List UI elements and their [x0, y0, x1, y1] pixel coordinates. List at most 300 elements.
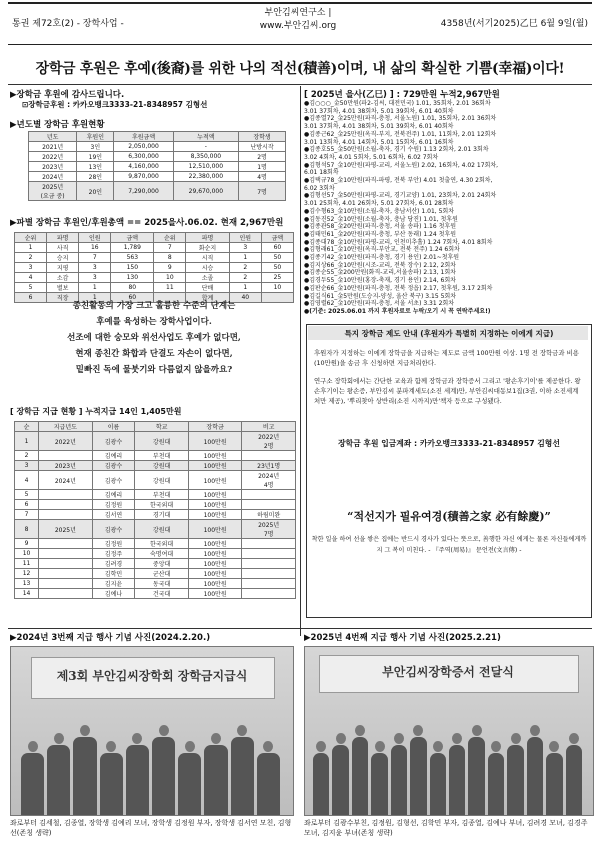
scholarship-cell: 하림미완 — [242, 510, 296, 520]
scholarship-cell: 김지윤 — [92, 579, 135, 589]
scholarship-cell: 100만원 — [188, 559, 241, 569]
scholarship-cell: 김려경 — [92, 559, 135, 569]
photo-figure — [546, 753, 562, 815]
branch-row — [15, 263, 294, 273]
photo-figure-head — [336, 733, 346, 744]
org-website[interactable]: www.부안김씨.org — [259, 21, 337, 31]
branch-title: ▶파별 장학금 후원인/후원총액 == 2025을사.06.02. 현재 2,967만원 — [10, 218, 284, 228]
photo-figure-head — [375, 741, 385, 752]
thanks-account: ⊡장학금후원 : 카카오뱅크3333-21-8348957 김형선 — [22, 100, 208, 109]
scholarship-cell — [39, 500, 93, 510]
scholarship-row — [15, 500, 296, 510]
scholarship-cell: 100만원 — [188, 500, 241, 510]
scholarship-row — [15, 490, 296, 500]
scholarship-header-row — [15, 422, 296, 432]
donor-entry: ●(기준: 2025.06.01 까지 후원자료로 누락/오기 시 꼭 연락주세요!) — [304, 307, 491, 315]
scholarship-cell: 4 — [15, 471, 39, 490]
issue-date: 4358년(서기2025)乙巳 6월 9일(월) — [440, 19, 588, 29]
photo-figure — [126, 745, 149, 815]
donor-entry: 3.02 4회차, 4.01 5회차, 5.01 6회차, 6.02 7회차 — [304, 153, 439, 161]
branch-cell: 563 — [111, 253, 154, 263]
photo-figure — [47, 745, 70, 815]
scholarship-row — [15, 539, 296, 549]
yearly-cell: 9,870,000 — [114, 172, 173, 182]
scholarship-row — [15, 589, 296, 599]
scholarship-cell: 10 — [15, 549, 39, 559]
photo-figure — [178, 753, 201, 815]
donors-title: [ 2025년 을사(乙巳) ] : 729만원 누적2,967만원 — [304, 90, 500, 100]
branch-cell: 2 — [15, 253, 47, 263]
branch-cell: 소졸 — [186, 273, 229, 283]
donor-entry: ●김수형63_金10만원(소월-축자, 충남서산) 1.01, 5회차 — [304, 207, 455, 215]
branch-cell: 승지 — [47, 253, 79, 263]
branch-cell: 9 — [154, 263, 186, 273]
yearly-cell: 2025년 (요금 중) — [29, 182, 77, 201]
scholarship-cell — [39, 490, 93, 500]
scholarship-cell: 강원대 — [135, 461, 189, 471]
yearly-title: ▶년도별 장학금 후원현황 — [10, 120, 105, 130]
divider — [8, 628, 592, 629]
scholarship-row — [15, 569, 296, 579]
masthead — [8, 2, 592, 45]
scholarship-cell: 김예나 — [92, 589, 135, 599]
photo-figure — [371, 753, 387, 815]
scholarship-cell — [242, 579, 296, 589]
donor-entry: ●김택규78_金10만원(파직-파평, 전북 부안) 4.01 첫출연, 4.30 2회차, — [304, 177, 493, 185]
donor-entry: ●김종순55_金200만원(화직-교리,서울송파) 2.13, 1회차 — [304, 269, 456, 277]
photo-figure-head — [28, 741, 38, 752]
donor-entry: ●김영렬62_金10만원(파직-충청, 서울 서초) 3.31 2회차 — [304, 300, 455, 308]
photo-figure — [231, 737, 254, 815]
page-headline: 장학금 후원은 후예(後裔)를 위한 나의 적선(積善)이며, 내 삶의 확실한 기쁨(幸福)이다! — [35, 61, 565, 77]
yearly-cell: 7명 — [239, 182, 286, 201]
proverb-note: 착한 일을 하여 선을 쌓은 집에는 반드시 경사가 있다는 뜻으로, 善행한 자신 에게는 물론 자신들에게까지 그 복이 미친다. - 『주역(周易)』 문언전(文言傳) - — [311, 536, 587, 554]
scholarship-cell — [39, 539, 93, 549]
scholarship-cell: 김광수 — [92, 520, 135, 539]
yearly-row — [29, 142, 286, 152]
branch-cell: 1 — [229, 253, 261, 263]
photo-figure-head — [530, 725, 540, 736]
scholarship-cell — [242, 569, 296, 579]
donor-entry: ●김형래61_金10만원(옥직-부안교, 전북 전주) 1.24 6회차 — [304, 246, 460, 254]
scholarship-cell: 2024년 4명 — [242, 471, 296, 490]
scholarship-cell: 100만원 — [188, 510, 241, 520]
yearly-row — [29, 172, 286, 182]
yearly-row — [29, 152, 286, 162]
scholarship-cell: 김광수 — [92, 471, 135, 490]
donor-entry: 3.01 37회차, 4.01 38회차, 5.01 39회차, 6.01 40회차 — [304, 123, 454, 131]
scholarship-cell — [39, 589, 93, 599]
branch-header-row — [15, 233, 294, 243]
scholarship-cell: 2025년 — [39, 520, 93, 539]
donor-entry: ●김○○○_金50만원(파2-김씨, 대전민국) 1.01, 35회차, 2.01 36회차 — [304, 100, 491, 107]
scholarship-cell — [39, 549, 93, 559]
branch-cell: 50 — [261, 263, 293, 273]
photo-figure-head — [549, 741, 559, 752]
branch-cell: 시승 — [186, 263, 229, 273]
scholarship-cell — [242, 589, 296, 599]
donor-entry: 3.01 13회차, 4.01 14회차, 5.01 15회차, 6.01 16회차 — [304, 138, 454, 146]
branch-cell: 1 — [229, 283, 261, 293]
branch-cell: 단배 — [186, 283, 229, 293]
branch-cell: 3 — [79, 263, 111, 273]
photo-left-caption: 좌로부터 김세철, 김종열, 장학생 김예리 모녀, 장학생 김정원 부자, 장학생 김서연 모친, 김형선(존칭 생략) — [10, 819, 292, 837]
photo-figure-head — [263, 741, 273, 752]
yearly-cell: 6,300,000 — [114, 152, 173, 162]
yearly-row — [29, 162, 286, 172]
yearly-cell: 28인 — [77, 172, 114, 182]
scholarship-row — [15, 432, 296, 451]
scholarship-cell: 14 — [15, 589, 39, 599]
branch-cell: 60 — [261, 243, 293, 253]
branch-cell: 1 — [79, 283, 111, 293]
branch-cell: 2 — [229, 273, 261, 283]
yearly-table — [28, 131, 286, 201]
donor-entry: ●김종기42_金10만원(파직-충청, 경기 용인) 2.01~첫후원 — [304, 254, 460, 262]
donor-entry: ●김형선57_金50만원(파평-교리, 경기교양) 1.01, 23회차, 2.01 24회차 — [304, 192, 497, 200]
branch-cell: 3 — [15, 263, 47, 273]
scholarship-cell: 100만원 — [188, 471, 241, 490]
photo-left-title: ▶2024년 3번째 지급 행사 기념 사진(2024.2.20.) — [10, 633, 211, 643]
photo-figure-head — [185, 741, 195, 752]
scholarship-cell: 동국대 — [135, 579, 189, 589]
branch-row — [15, 273, 294, 283]
scholarship-cell: 12 — [15, 569, 39, 579]
donor-entry: ●김종관58_金20만원(파직-충청, 서울 송파) 1.16 첫후원 — [304, 223, 456, 231]
scholarship-cell: 23년1명 — [242, 461, 296, 471]
branch-cell: 2 — [229, 263, 261, 273]
scholarship-cell: 김예리 — [92, 451, 135, 461]
photo-figure-head — [472, 725, 482, 736]
photo-figure-head — [413, 725, 423, 736]
yearly-header: 년도 — [29, 132, 77, 142]
scholarship-row — [15, 461, 296, 471]
photo-figure-head — [433, 741, 443, 752]
branch-cell: 1 — [15, 243, 47, 253]
scholarship-row — [15, 579, 296, 589]
yearly-cell: 12,510,000 — [173, 162, 238, 172]
branch-table — [14, 232, 294, 303]
photo-figure — [152, 737, 175, 815]
scholarship-header: 이름 — [92, 422, 135, 432]
slogan-line: 선조에 대한 숭모와 위선사업도 후예가 없다면, — [67, 333, 241, 343]
photo-figure — [21, 753, 44, 815]
donor-entry: ●김종호55_金50만원(소월-축자, 경기 수원) 1.13 2회차, 2.01 3회차 — [304, 146, 489, 154]
scholarship-cell: 11 — [15, 559, 39, 569]
divider — [8, 84, 592, 85]
scholarship-row — [15, 520, 296, 539]
donor-entry: ●김종대78_金10만원(파평-교리, 인천미추홀) 1.24 7회차, 4.01 8회차 — [304, 238, 493, 246]
donor-entry: ●김종근62_金25만원(옥직-부지, 전북전주) 1.01, 11회차, 2.01 12회차 — [304, 130, 497, 138]
branch-cell: 합계 — [186, 293, 229, 303]
photo-figure — [332, 745, 348, 815]
branch-cell: 150 — [111, 263, 154, 273]
special-desc: 후원자가 지정하는 이에게 장학금을 지급하는 제도로 금액 100만원 이상. 1명 전 장학금과 비용(10만원)을 송금 후 신청하면 지급처리한다. — [314, 349, 579, 367]
photo-figure — [430, 753, 446, 815]
branch-row — [15, 283, 294, 293]
branch-cell: 10 — [154, 273, 186, 283]
scholarship-cell: 강원대 — [135, 520, 189, 539]
scholarship-cell: 2 — [15, 451, 39, 461]
photo-figure-head — [237, 725, 247, 736]
photo-figure-head — [80, 725, 90, 736]
photo-figure — [391, 745, 407, 815]
scholarship-header: 순 — [15, 422, 39, 432]
branch-cell: 7 — [154, 243, 186, 253]
branch-cell: 10 — [261, 283, 293, 293]
slogan-line: 종친활동의 가장 크고 훌륭한 수준의 단계는 — [72, 301, 236, 311]
scholarship-cell: 2024년 — [39, 471, 93, 490]
scholarship-cell — [39, 559, 93, 569]
scholarship-cell: 부천대 — [135, 451, 189, 461]
yearly-cell: 난방시작 — [239, 142, 286, 152]
scholarship-cell: 김정원 — [92, 500, 135, 510]
photo-right-title: ▶2025년 4번째 지급 행사 기념 사진(2025.2.21) — [304, 633, 501, 643]
yearly-cell: 2022년 — [29, 152, 77, 162]
ceremony-photo-2024 — [10, 646, 294, 816]
scholarship-cell: 건국대 — [135, 589, 189, 599]
yearly-cell: 4명 — [239, 172, 286, 182]
org-name: 부안김씨연구소 | — [264, 8, 332, 18]
proverb: “적선지가 필유여경(積善之家 必有餘慶)” — [347, 510, 551, 523]
scholarship-cell: 2022년 — [39, 432, 93, 451]
photo-figure — [100, 753, 123, 815]
scholarship-cell — [39, 579, 93, 589]
donor-entry: 3.01 37회차, 4.01 38회차, 5.01 39회차, 6.01 40회차 — [304, 107, 454, 115]
scholarship-cell: 100만원 — [188, 579, 241, 589]
yearly-cell: 2021년 — [29, 142, 77, 152]
yearly-cell: 22,380,000 — [173, 172, 238, 182]
photo-figure-head — [316, 741, 326, 752]
thanks-title: ▶장학금 후원에 감사드립니다. — [10, 90, 125, 100]
scholarship-cell: 김광수 — [92, 432, 135, 451]
branch-cell: 사직 — [47, 243, 79, 253]
branch-cell: 50 — [261, 253, 293, 263]
yearly-cell: 4,160,000 — [114, 162, 173, 172]
yearly-cell: 1명 — [239, 162, 286, 172]
scholarship-cell: 김정원 — [92, 539, 135, 549]
yearly-header: 누적액 — [173, 132, 238, 142]
photo-figure — [468, 737, 484, 815]
photo-right-banner: 부안김씨장학증서 전달식 — [382, 665, 514, 679]
branch-cell: 16 — [79, 243, 111, 253]
scholarship-cell — [39, 451, 93, 461]
donor-entry: ●김경두55_金10만원(홍장-축재, 경기 용인) 2.14, 6회차 — [304, 277, 456, 285]
donor-entry: 6.02 3회차 — [304, 184, 335, 192]
yearly-cell: 8,350,000 — [173, 152, 238, 162]
scholarship-cell: 부천대 — [135, 490, 189, 500]
branch-cell: 80 — [111, 283, 154, 293]
scholarship-cell: 김예리 — [92, 490, 135, 500]
photo-figure — [73, 737, 96, 815]
slogan-block — [14, 298, 294, 378]
photo-figure-head — [211, 733, 221, 744]
photo-figure-head — [132, 733, 142, 744]
scholarship-cell: 2022년 2명 — [242, 432, 296, 451]
yearly-cell: 2명 — [239, 152, 286, 162]
branch-cell: 4 — [15, 273, 47, 283]
photo-figure — [352, 737, 368, 815]
scholarship-cell: 7 — [15, 510, 39, 520]
donor-entry: ●김지상66_金10만원(시조-교리, 전북 장수) 2.12, 2회차 — [304, 261, 456, 269]
scholarship-cell: 9 — [15, 539, 39, 549]
photo-figure — [204, 745, 227, 815]
branch-cell: 3 — [79, 273, 111, 283]
branch-cell: 직장 — [47, 293, 79, 303]
photo-figure — [257, 753, 280, 815]
scholarship-table — [14, 421, 296, 599]
branch-header: 파명 — [47, 233, 79, 243]
scholarship-cell — [242, 539, 296, 549]
scholarship-cell: 강원대 — [135, 432, 189, 451]
branch-cell: 소감 — [47, 273, 79, 283]
scholarship-cell — [242, 451, 296, 461]
branch-cell: 8 — [154, 253, 186, 263]
photo-figure — [488, 753, 504, 815]
scholarship-cell: 100만원 — [188, 490, 241, 500]
scholarship-cell: 100만원 — [188, 539, 241, 549]
branch-row — [15, 243, 294, 253]
photo-figure — [449, 745, 465, 815]
special-account: 장학금 후원 입금계좌 : 카카오뱅크3333-21-8348957 김형선 — [338, 439, 560, 448]
scholarship-header: 학교 — [135, 422, 189, 432]
branch-header: 인원 — [79, 233, 111, 243]
branch-cell: 지평 — [47, 263, 79, 273]
scholarship-cell — [242, 549, 296, 559]
scholarship-cell: 100만원 — [188, 461, 241, 471]
scholarship-row — [15, 549, 296, 559]
yearly-header: 후원금액 — [114, 132, 173, 142]
scholarship-cell: 한국외대 — [135, 500, 189, 510]
yearly-cell: - — [173, 142, 238, 152]
photo-figure-head — [106, 741, 116, 752]
slogan-line: 현재 종친간 화합과 단결도 자손이 없다면, — [75, 349, 233, 359]
branch-cell: 1,789 — [111, 243, 154, 253]
scholarship-cell: 군산대 — [135, 569, 189, 579]
donor-entry: ●김형석57_金10만원(파평-교리, 서울노원) 2.02, 16회차, 4.02 17회차, — [304, 161, 499, 169]
photo-figure-head — [54, 733, 64, 744]
yearly-header: 장학생 — [239, 132, 286, 142]
photo-figure-head — [159, 725, 169, 736]
donor-entry: ●김동진52_金10만원(소월-축자, 충남 당진) 1.01, 첫후원 — [304, 215, 458, 223]
slogan-line: 밑빠진 독에 물붓기와 다름없지 않을까요? — [75, 365, 233, 375]
scholarship-row — [15, 559, 296, 569]
scholarship-cell: 경기대 — [135, 510, 189, 520]
scholarship-cell — [242, 490, 296, 500]
photo-figure-head — [394, 733, 404, 744]
donor-entry: 6.01 18회차 — [304, 169, 339, 177]
scholarship-cell — [39, 569, 93, 579]
yearly-cell: 7,290,000 — [114, 182, 173, 201]
scholarship-cell: 100만원 — [188, 569, 241, 579]
scholarship-cell: 13 — [15, 579, 39, 589]
scholarship-cell: 중앙대 — [135, 559, 189, 569]
donor-entry: 3.01 25회차, 4.01 26회차, 5.01 27회차, 6.01 28회차 — [304, 200, 454, 208]
scholarship-cell: 100만원 — [188, 451, 241, 461]
photo-figure — [313, 753, 329, 815]
scholarship-header: 장학금 — [188, 422, 241, 432]
yearly-header-row — [29, 132, 286, 142]
scholarship-cell: 강원대 — [135, 471, 189, 490]
donor-list — [304, 100, 594, 316]
donor-entry: ●김종열72_金25만원(파직-충청, 서울노원) 1.01, 35회차, 2.01 36회차 — [304, 115, 497, 123]
slogan-line: 후예를 육성하는 장학사업이다. — [96, 317, 212, 327]
yearly-cell: 3인 — [77, 142, 114, 152]
photo-left-banner: 제3회 부안김씨장학회 장학금지급식 — [56, 669, 248, 683]
scholarship-cell: 8 — [15, 520, 39, 539]
scholarship-row — [15, 451, 296, 461]
scholarship-cell: 김정주 — [92, 549, 135, 559]
scholarship-cell: 김광수 — [92, 461, 135, 471]
scholarship-cell — [39, 510, 93, 520]
branch-cell: 1 — [79, 293, 111, 303]
scholarship-row — [15, 471, 296, 490]
branch-cell: 시직 — [186, 253, 229, 263]
branch-header: 순위 — [15, 233, 47, 243]
scholarship-cell: 100만원 — [188, 520, 241, 539]
scholarship-cell: 2025년 7명 — [242, 520, 296, 539]
yearly-cell: 2024년 — [29, 172, 77, 182]
scholarship-cell: 1 — [15, 432, 39, 451]
branch-cell: 130 — [111, 273, 154, 283]
branch-cell: 3 — [229, 243, 261, 253]
scholarship-cell — [242, 559, 296, 569]
branch-row — [15, 253, 294, 263]
column-divider — [300, 86, 301, 636]
yearly-cell: 2,050,000 — [114, 142, 173, 152]
scholarship-title: [ 장학금 지급 현황 ] 누적지급 14인 1,405만원 — [10, 407, 182, 416]
scholarship-header: 비고 — [242, 422, 296, 432]
photo-figure — [566, 745, 582, 815]
photo-figure-head — [569, 733, 579, 744]
scholarship-cell — [242, 500, 296, 510]
scholarship-cell: 숙명여대 — [135, 549, 189, 559]
yearly-cell: 20인 — [77, 182, 114, 201]
scholarship-cell: 100만원 — [188, 589, 241, 599]
scholarship-row — [15, 510, 296, 520]
scholarship-header: 지급년도 — [39, 422, 93, 432]
donor-entry: ●김길식61_金5만원(도승지-양성, 울산 북구) 3.15 5회차 — [304, 292, 456, 300]
photo-figure — [527, 737, 543, 815]
donor-entry: ●김판순66_金10만원(파직-충청, 전북 정읍) 2.17, 첫후원, 3.17 2회차 — [304, 284, 493, 292]
photo-figure — [507, 745, 523, 815]
photo-figure-head — [355, 725, 365, 736]
yearly-cell: 29,670,000 — [173, 182, 238, 201]
branch-header: 파명 — [186, 233, 229, 243]
scholarship-cell: 2023년 — [39, 461, 93, 471]
special-title: 특지 장학금 제도 안내 (후원자가 특별히 지정하는 이에게 지급) — [344, 329, 554, 338]
special-package: 연구소 장학회에서는 간단한 교육과 함께 장학금과 장학증서 그리고 '왕손후기이'를 제공한다. 왕손후기이는 왕손증, 부안김씨 분파계세도(소진 세계)만, 부안김씨대동보1집(3권, 이하 소진세계처만 제공), '뿌리찾아 상반리(소진 시까지)만'책자 등으로 구성됐다. — [314, 377, 581, 405]
photo-figure-head — [491, 741, 501, 752]
masthead-org — [228, 7, 368, 33]
scholarship-cell: 6 — [15, 500, 39, 510]
scholarship-cell: 100만원 — [188, 549, 241, 559]
photo-right-caption: 좌로부터 김광수부친, 김정원, 김형선, 김학민 부자, 김종열, 김예나 부녀, 김려경 모녀, 김경주 모녀, 김지윤 부녀(존칭 생략) — [304, 819, 588, 837]
scholarship-cell: 김학민 — [92, 569, 135, 579]
scholarship-cell: 김서연 — [92, 510, 135, 520]
branch-cell: 화순지 — [186, 243, 229, 253]
yearly-cell: 2023년 — [29, 162, 77, 172]
branch-cell: 40 — [229, 293, 261, 303]
special-box — [306, 324, 592, 618]
branch-cell: 7 — [79, 253, 111, 263]
scholarship-cell: 3 — [15, 461, 39, 471]
scholarship-cell: 5 — [15, 490, 39, 500]
branch-cell: 60 — [111, 293, 154, 303]
branch-cell: 5 — [15, 283, 47, 293]
photo-figure — [410, 737, 426, 815]
branch-header: 금액 — [261, 233, 293, 243]
